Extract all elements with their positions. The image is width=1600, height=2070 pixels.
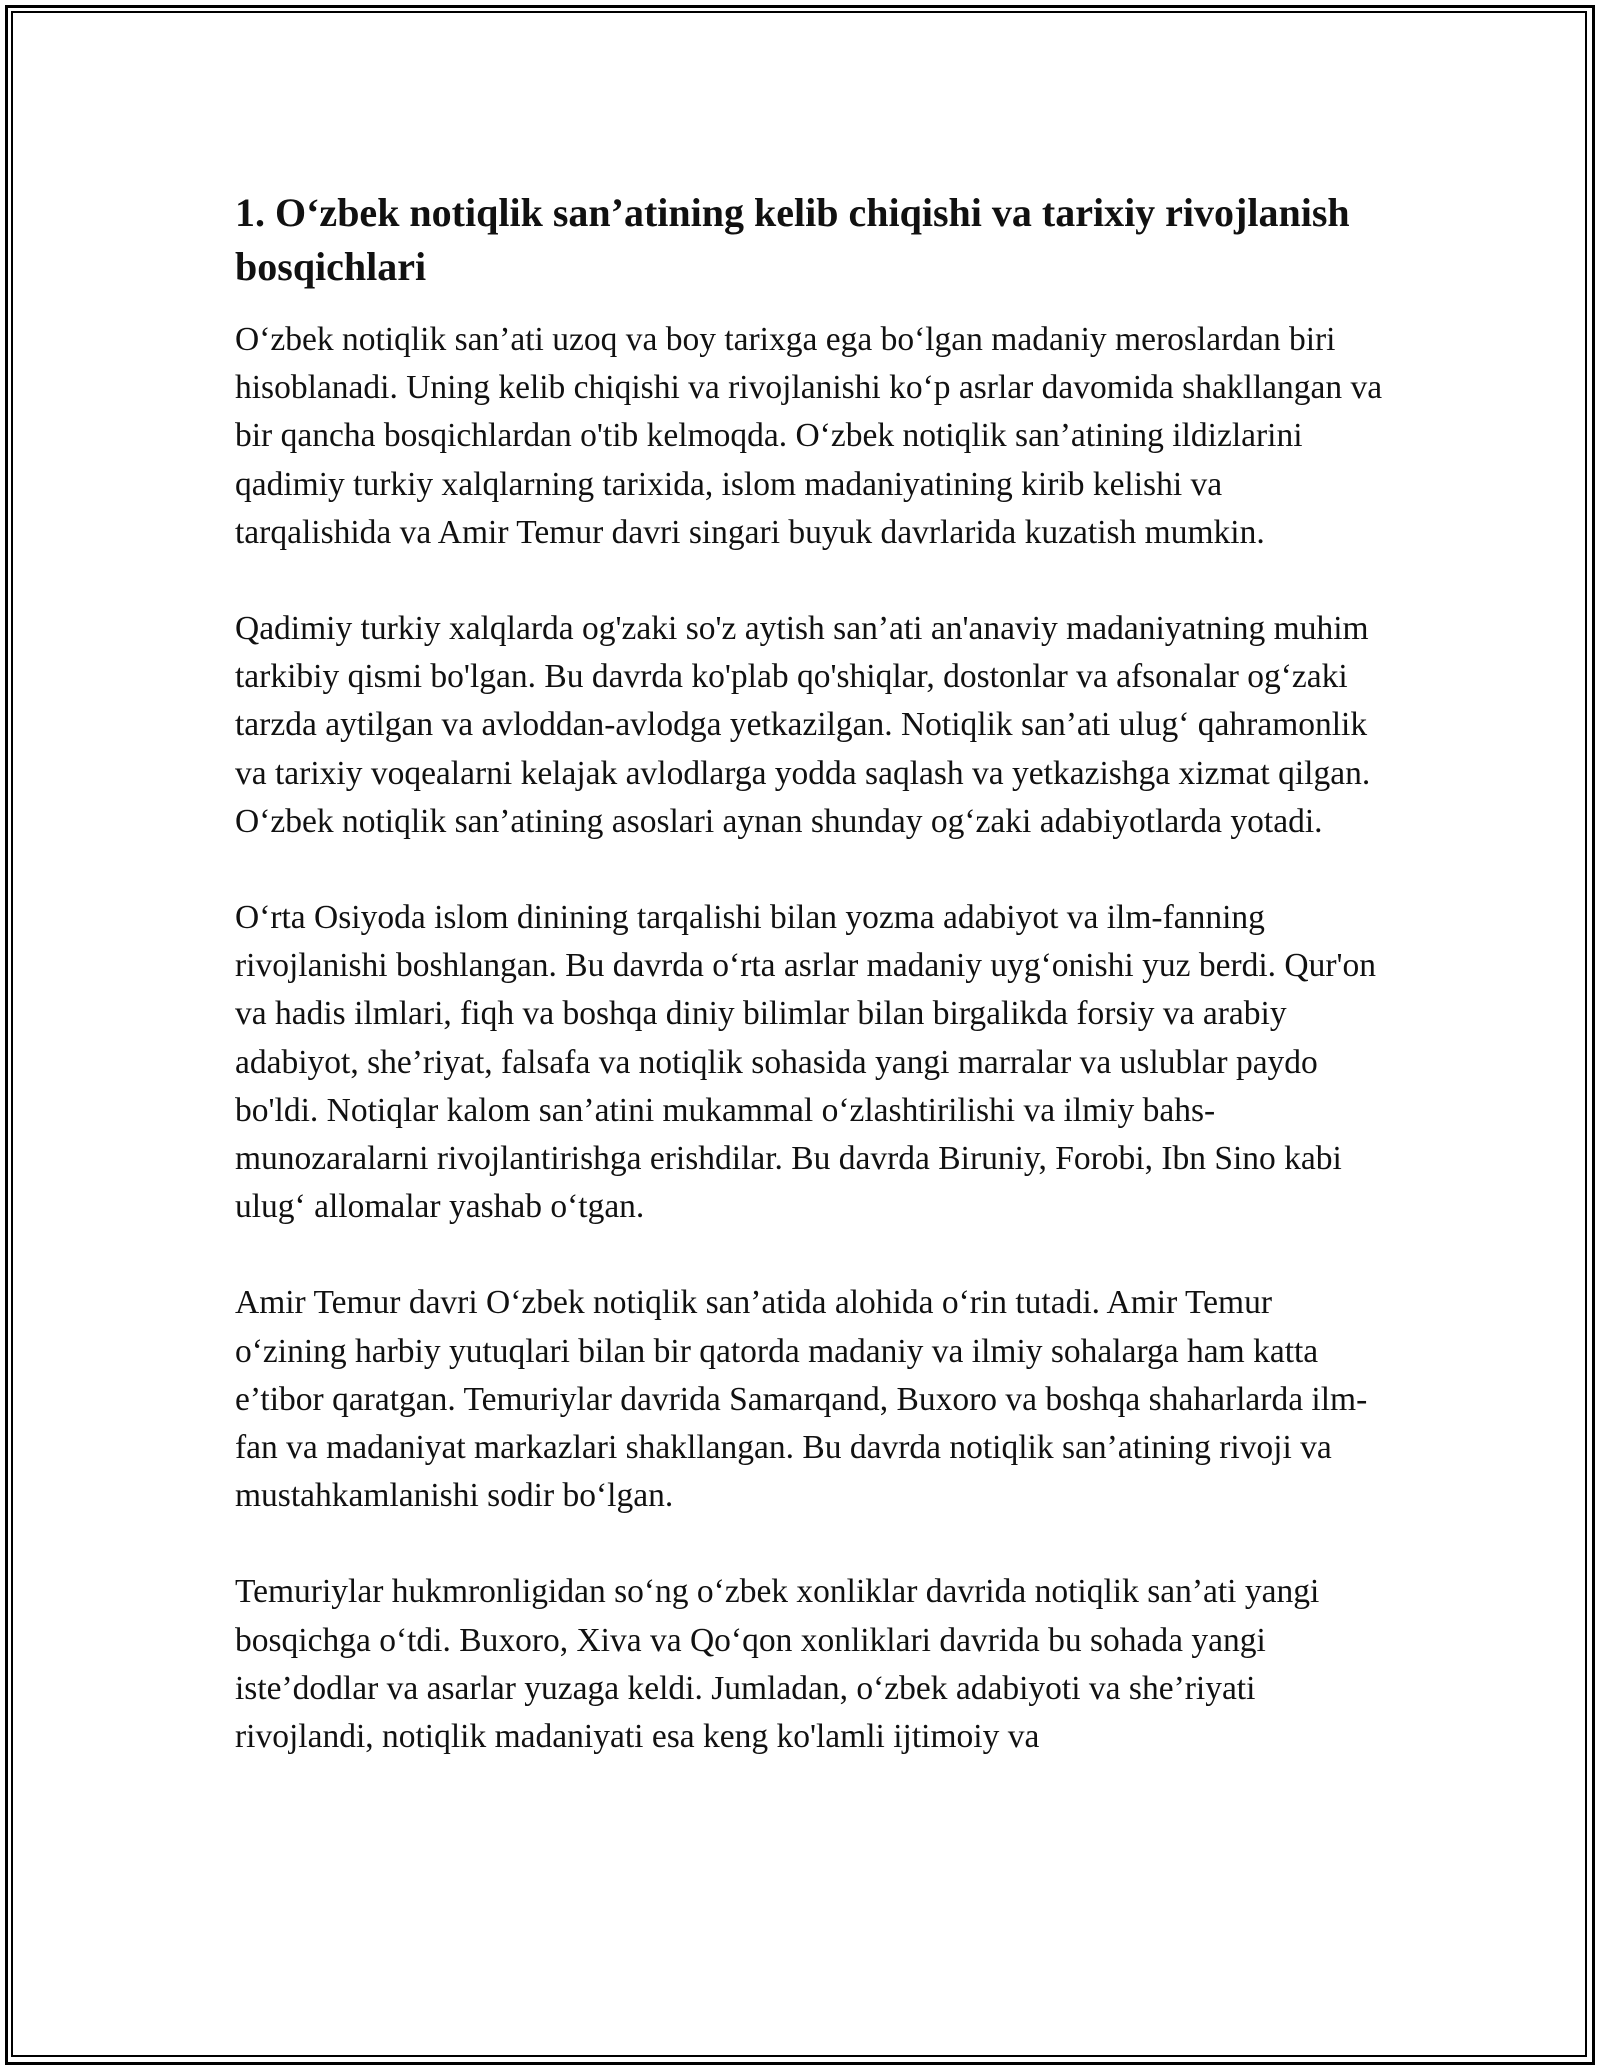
paragraph-4: Amir Temur davri O‘zbek notiqlik san’atida alohida o‘rin tutadi. Amir Temur o‘zining harbiy yutuqlari bilan bir qatorda madaniy va ilmiy sohalarga ham katta e’tibor qaratgan. Temuriylar davrida Samarqand, Buxoro va boshqa shaharlarda ilm-fan va madaniyat markazlari shakllangan. Bu davrda notiqlik san’atining rivoji va mustahkamlanishi sodir bo‘lgan.: [235, 1284, 1368, 1515]
paragraph-2: Qadimiy turkiy xalqlarda og'zaki so'z aytish san’ati an'anaviy madaniyatning muhim tarkibiy qismi bo'lgan. Bu davrda ko'plab qo'shiqlar, dostonlar va afsonalar og‘zaki tarzda aytilgan va avloddan-avlodga yetkazilgan. Notiqlik san’ati ulug‘ qahramonlik va tarixiy voqealarni kelajak avlodlarga yodda saqlash va yetkazishga xizmat qilgan. O‘zbek notiqlik san’atining asoslari aynan shunday og‘zaki adabiyotlarda yotadi.: [235, 610, 1371, 840]
paragraph-5: Temuriylar hukmronligidan so‘ng o‘zbek xonliklar davrida notiqlik san’ati yangi bosqichga o‘tdi. Buxoro, Xiva va Qo‘qon xonliklari davrida bu sohada yangi iste’dodlar va asarlar yuzaga keldi. Jumladan, o‘zbek adabiyoti va she’riyati rivojlandi, notiqlik madaniyati esa keng ko'lamli ijtimoiy va: [235, 1573, 1320, 1756]
paragraph-1: O‘zbek notiqlik san’ati uzoq va boy tarixga ega bo‘lgan madaniy meroslardan biri hisoblanadi. Uning kelib chiqishi va rivojlanishi ko‘p asrlar davomida shakllangan va bir qancha bosqichlardan o'tib kelmoqda. O‘zbek notiqlik san’atining ildizlarini qadimiy turkiy xalqlarning tarixida, islom madaniyatining kirib kelishi va tarqalishida va Amir Temur davri singari buyuk davrlarida kuzatish mumkin.: [235, 321, 1383, 551]
section-heading: 1. O‘zbek notiqlik san’atining kelib chiqishi va tarixiy rivojlanish bosqichlari: [235, 190, 1350, 289]
paragraph-3: O‘rta Osiyoda islom dinining tarqalishi bilan yozma adabiyot va ilm-fanning rivojlanishi boshlangan. Bu davrda o‘rta asrlar madaniy uyg‘onishi yuz berdi. Qur'on va hadis ilmlari, fiqh va boshqa diniy bilimlar bilan birgalikda forsiy va arabiy adabiyot, she’riyat, falsafa va notiqlik sohasida yangi marralar va uslublar paydo bo'ldi. Notiqlar kalom san’atini mukammal o‘zlashtirilishi va ilmiy bahs-munozaralarni rivojlantirishga erishdilar. Bu davrda Biruniy, Forobi, Ibn Sino kabi ulug‘ allomalar yashab o‘tgan.: [235, 899, 1377, 1226]
document-body: [235, 186, 1385, 1809]
